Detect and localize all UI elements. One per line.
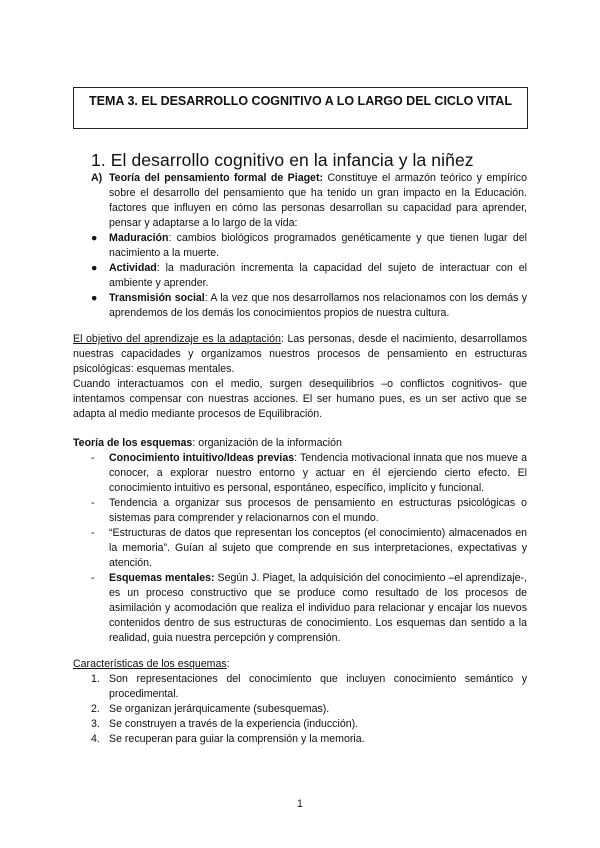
characteristic-item: Son representaciones del conocimiento que incluyen conocimiento semántico y procedimental. bbox=[109, 673, 527, 700]
bullet-text: : cambios biológicos programados genéticamente y que tienen lugar del nacimiento a la muerte. bbox=[109, 232, 527, 259]
characteristics-heading-text: Características de los esquemas bbox=[73, 658, 227, 670]
characteristics-heading bbox=[73, 657, 527, 672]
list-number: 3. bbox=[91, 718, 100, 730]
objective-text: : Las personas, desde el nacimiento, desarrollamos nuestras capacidades y organizamos nuestros procesos de pensamiento en estructuras psicológicas: esquemas mentales. bbox=[73, 333, 527, 375]
document-title: TEMA 3. EL DESARROLLO COGNITIVO A LO LARGO DEL CICLO VITAL bbox=[89, 94, 512, 108]
bullet-transmision-social bbox=[109, 291, 527, 321]
bullet-term: Maduración bbox=[109, 232, 169, 244]
schema-item-intuitive bbox=[109, 451, 527, 496]
dash-marker: - bbox=[91, 527, 95, 539]
dash-marker: - bbox=[91, 497, 95, 509]
item-a-term: Teoría del pensamiento formal de Piaget: bbox=[109, 172, 324, 184]
objective-paragraph bbox=[73, 332, 527, 377]
schemas-theory-heading bbox=[73, 436, 527, 451]
bullet-maduracion bbox=[109, 231, 527, 261]
characteristic-item: Se organizan jerárquicamente (subesquemas). bbox=[109, 703, 330, 715]
schema-item-term: Esquemas mentales: bbox=[109, 572, 215, 584]
item-a-marker: A) bbox=[91, 172, 103, 184]
bullet-icon: ● bbox=[91, 232, 98, 244]
list-number: 4. bbox=[91, 733, 100, 745]
bullet-text: : A la vez que nos desarrollamos nos relacionamos con los demás y aprendemos de los demás los conocimientos propios de nuestra cultura. bbox=[109, 292, 527, 319]
schemas-theory-term: Teoría de los esquemas bbox=[73, 437, 193, 449]
characteristics-colon: : bbox=[226, 658, 230, 670]
page-number: 1 bbox=[297, 798, 303, 810]
section-heading: 1. El desarrollo cognitivo en la infancia y la niñez bbox=[91, 150, 474, 170]
schema-item-text: Según J. Piaget, la adquisición del conocimiento –el aprendizaje-, es un proceso constructivo que se produce como resultado de los procesos de asimilación y acomodación que realiza el individuo para relacionar y encajar los nuevos contenidos dentro de sus estructuras de conocimiento. Los esquemas dan sentido a la realidad, guia nuestra percepción y comprensión. bbox=[109, 572, 527, 644]
schema-item-organize: Tendencia a organizar sus procesos de pensamiento en estructuras psicológicas o sistemas para comprender y relacionarnos con el mundo. bbox=[109, 497, 527, 524]
bullet-icon: ● bbox=[91, 292, 98, 304]
item-a-text: Constituye el armazón teórico y empírico sobre el desarrollo del pensamiento que ha tenido un gran impacto en la Educación. factores que influyen en cómo las personas desarrollan su capacidad para aprender, pensar y adaptarse a lo largo de la vida: bbox=[109, 172, 527, 229]
dash-marker: - bbox=[91, 452, 95, 464]
bullet-term: Transmisión social bbox=[109, 292, 205, 304]
characteristic-item: Se construyen a través de la experiencia (inducción). bbox=[109, 718, 359, 730]
equilibration-paragraph: Cuando interactuamos con el medio, surgen desequilibrios –o conflictos cognitivos- que intentamos compensar con nuestras acciones. El ser humano pues, es un ser activo que se adapta al medio mediante procesos de Equilibración. bbox=[73, 378, 527, 420]
dash-marker: - bbox=[91, 572, 95, 584]
document-title-box bbox=[73, 87, 528, 129]
bullet-text: : la maduración incrementa la capacidad del sujeto de interactuar con el ambiente y aprender. bbox=[109, 262, 527, 289]
schema-item-term: Conocimiento intuitivo/Ideas previas bbox=[109, 452, 295, 464]
list-number: 1. bbox=[91, 673, 100, 685]
bullet-term: Actividad bbox=[109, 262, 157, 274]
list-number: 2. bbox=[91, 703, 100, 715]
characteristic-item: Se recuperan para guiar la comprensión y la memoria. bbox=[109, 733, 365, 745]
objective-underlined: El objetivo del aprendizaje es la adaptación bbox=[73, 333, 281, 345]
schemas-theory-text: : organización de la información bbox=[192, 437, 342, 449]
schema-item-text: : Tendencia motivacional innata que nos mueve a conocer, a explorar nuestro entorno y actuar en él ejerciendo cierto efecto. El conocimiento intuitivo es personal, espontáneo, específico, implícito y funcional. bbox=[109, 452, 528, 494]
bullet-icon: ● bbox=[91, 262, 98, 274]
schema-item-data-structures: “Estructuras de datos que representan los conceptos (el conocimiento) almacenados en la memoria”. Guían al sujeto que comprende en sus interpretaciones, expectativas y atención. bbox=[109, 527, 527, 569]
schema-item-mental-schemas bbox=[109, 571, 527, 646]
item-a-paragraph bbox=[109, 171, 527, 231]
bullet-actividad bbox=[109, 261, 527, 291]
